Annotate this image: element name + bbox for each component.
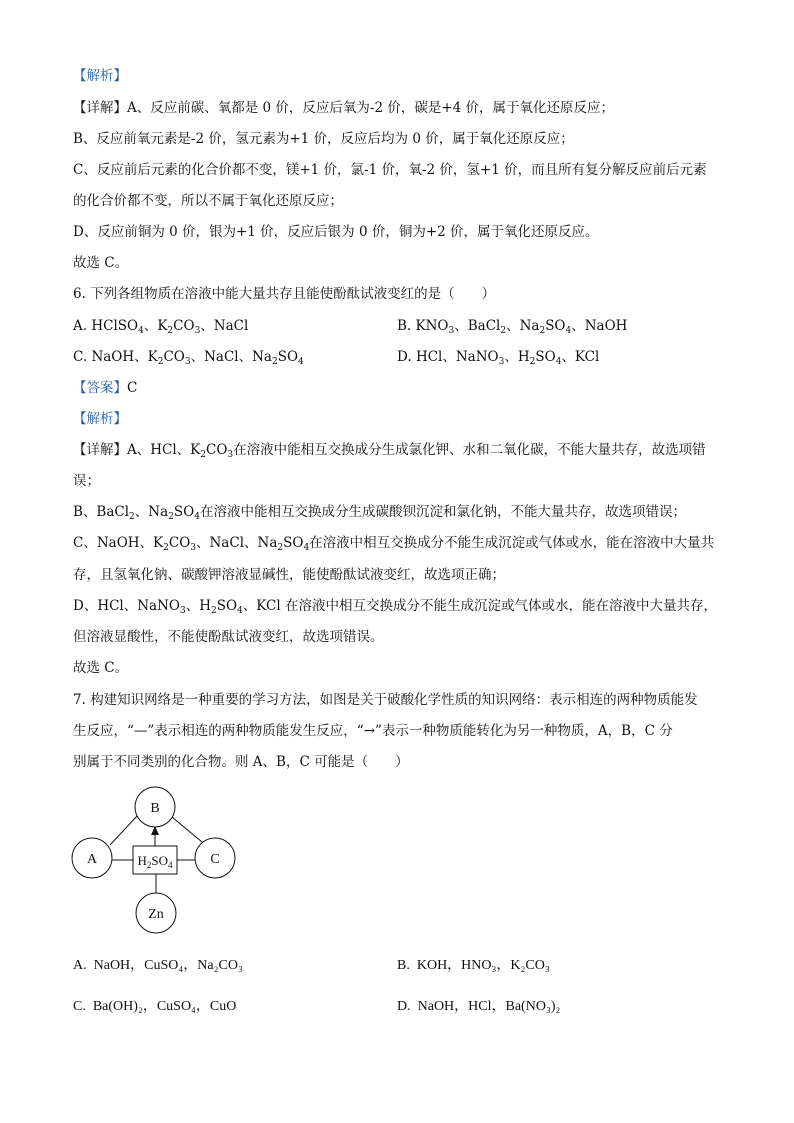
chem-part: SO (277, 349, 299, 365)
subscript: 3 (498, 357, 505, 367)
detail-tag: 【详解】 (73, 100, 127, 116)
detail-text: 、H (185, 598, 212, 614)
analysis-tag: 【解析】 (73, 68, 127, 84)
subscript: 3 (194, 326, 201, 336)
chem-part: SO (535, 349, 556, 365)
detail-line-c: C、反应前后元素的化合价都不变，镁+1 价，氯-1 价，氧-2 价，氢+1 价，而且所有复分解反应前后元素 (73, 162, 707, 178)
chem-part: 、BaCl (454, 318, 501, 334)
subscript: 2 (277, 543, 284, 553)
q6-number: 6. (73, 286, 86, 302)
q6-detail-a (73, 441, 706, 459)
node-a-label: A (86, 852, 98, 867)
arrow-head-icon (151, 826, 159, 835)
detail-text: 、NaCl、Na (196, 535, 278, 551)
chem-part: HCl、NaNO (415, 349, 499, 365)
answer-tag: 【答案】 (73, 380, 127, 396)
knowledge-network-diagram (60, 780, 260, 940)
option-label: D. (397, 349, 412, 365)
q6-option-b (397, 317, 627, 335)
subscript: 4 (555, 357, 562, 367)
detail-text: CO (206, 442, 228, 458)
chem-part: SO (545, 318, 566, 334)
node-zn-label: Zn (148, 907, 164, 922)
subscript: 3 (180, 606, 186, 616)
node-b-label: B (150, 801, 160, 816)
subscript: 4 (138, 326, 144, 336)
subscript: 4 (194, 512, 200, 522)
detail-text: CO (168, 535, 191, 551)
subscript: 2 (157, 357, 164, 367)
conclusion: 故选 C。 (73, 255, 129, 271)
option-label: C. (73, 999, 86, 1014)
detail-text: B、BaCl (73, 504, 130, 520)
q6-stem (73, 285, 495, 303)
chem-part: 、NaCl、Na (190, 349, 272, 365)
chem-part: 、KCl (561, 349, 600, 365)
q6-detail-a-cont: 误； (73, 473, 100, 489)
detail-text: 、Na (134, 504, 169, 520)
h2so4-label: $H_2SO_4$ (137, 853, 173, 870)
subscript: 2 (129, 512, 135, 522)
q6-detail-c (73, 534, 714, 552)
subscript: 2 (163, 543, 169, 553)
option-label: B. (397, 958, 410, 973)
detail-line-d: D、反应前铜为 0 价，银为+1 价，反应后银为 0 价，铜为+2 价，属于氧化还原反应。 (73, 224, 599, 240)
node-c-label: C (210, 852, 220, 867)
chem-part: 、H (504, 349, 530, 365)
line-b-c (172, 817, 202, 842)
detail-line-b: B、反应前氧元素是-2 价，氢元素为+1 价，反应后均为 0 价，属于氧化还原反应； (73, 131, 574, 147)
detail-line-a (73, 99, 614, 117)
line-a-b (110, 815, 138, 845)
subscript: 2 (539, 326, 546, 336)
chem-part: 、NaCl (200, 318, 249, 334)
q6-detail-d-cont: 但溶液显酸性，不能使酚酞试液变红，故选项错误。 (73, 629, 384, 645)
q6-detail-b (73, 503, 686, 521)
analysis-tag: 【解析】 (73, 411, 127, 427)
detail-text: 在溶液中相互交换成分不能生成沉淀或气体或水，能在溶液中大量共 (309, 535, 715, 551)
subscript: 3 (184, 357, 191, 367)
subscript: 2 (168, 512, 174, 522)
q6-stem-text: 下列各组物质在溶液中能大量共存且能使酚酞试液变红的是（ ） (90, 286, 496, 302)
option-text: KOH，HNO₃，K₂CO₃ (416, 958, 550, 973)
detail-text: SO (283, 535, 304, 551)
chem-part: HCl (91, 318, 118, 334)
detail-text: A、HCl、K (127, 442, 201, 458)
detail-line-c-cont: 的化合价都不变，所以不属于氧化还原反应； (73, 193, 343, 209)
chem-part: KNO (415, 318, 449, 334)
chem-part: 、Na (506, 318, 540, 334)
q6-detail-d (73, 597, 717, 615)
option-label: A. (73, 958, 87, 973)
q7-option-d (397, 998, 560, 1016)
q7-option-a (73, 957, 243, 975)
detail-tag: 【详解】 (73, 442, 127, 458)
subscript: 2 (211, 606, 217, 616)
option-label: C. (73, 349, 88, 365)
chem-part: 、K (143, 318, 168, 334)
detail-text: 在溶液中能相互交换成分生成氯化钾、水和二氧化碳，不能大量共存，故选项错 (233, 442, 706, 458)
q7-number: 7. (73, 692, 86, 708)
detail-text: SO (216, 598, 238, 614)
subscript: 2 (271, 357, 278, 367)
q7-option-c (73, 998, 236, 1016)
subscript: 4 (298, 357, 304, 367)
q6-option-a (73, 317, 248, 335)
detail-text: 、KCl 在溶液中相互交换成分不能生成沉淀或气体或水，能在溶液中大量共存， (242, 598, 717, 614)
subscript: 2 (500, 326, 507, 336)
q7-stem-line-3: 别属于不同类别的化合物。则 A、B，C 可能是（ ） (73, 754, 409, 770)
subscript: 4 (565, 326, 572, 336)
detail-text: SO (173, 504, 195, 520)
chem-part: SO (117, 318, 139, 334)
detail-text: D、HCl、NaNO (73, 598, 180, 614)
option-label: B. (397, 318, 412, 334)
option-text: Ba(OH)₂，CuSO₄，CuO (92, 999, 237, 1014)
subscript: 3 (227, 450, 234, 460)
subscript: 2 (529, 357, 536, 367)
chem-part: CO (163, 349, 185, 365)
option-label: D. (397, 999, 411, 1014)
subscript: 2 (200, 450, 206, 460)
q7-stem-text: 构建知识网络是一种重要的学习方法，如图是关于破酸化学性质的知识网络：表示相连的两种物质能发 (90, 692, 698, 708)
subscript: 4 (303, 543, 310, 553)
subscript: 2 (167, 326, 174, 336)
option-label: A. (73, 318, 88, 334)
subscript: 4 (237, 606, 243, 616)
answer-value: C (127, 380, 138, 396)
q7-stem-line-2: 生反应，“—”表示相连的两种物质能发生反应，“→”表示一种物质能转化为另一种物质，A，B，C 分 (73, 723, 673, 739)
q6-option-c (73, 348, 304, 366)
q6-conclusion: 故选 C。 (73, 660, 129, 676)
q7-stem-line-1 (73, 691, 698, 709)
chem-part: 、NaOH (571, 318, 628, 334)
subscript: 3 (448, 326, 455, 336)
chem-part: CO (173, 318, 195, 334)
detail-text: 在溶液中能相互交换成分生成碳酸钡沉淀和氯化钠，不能大量共存，故选项错误； (199, 504, 686, 520)
detail-text: C、NaOH、K (73, 535, 164, 551)
chem-part: NaOH、K (91, 349, 158, 365)
q7-option-b (397, 957, 550, 975)
q6-answer (73, 379, 137, 397)
option-text: NaOH，HCl，Ba(NO₃)₂ (417, 999, 561, 1014)
q6-option-d (397, 348, 599, 366)
option-text: NaOH，CuSO₄，Na₂CO₃ (93, 958, 243, 973)
detail-text: A、反应前碳、氧都是 0 价，反应后氧为-2 价，碳是+4 价，属于氧化还原反应； (127, 100, 615, 116)
subscript: 3 (190, 543, 196, 553)
q6-detail-c-cont: 存，且氢氧化钠、碳酸钾溶液显碱性，能使酚酞试液变红，故选项正确； (73, 567, 505, 583)
